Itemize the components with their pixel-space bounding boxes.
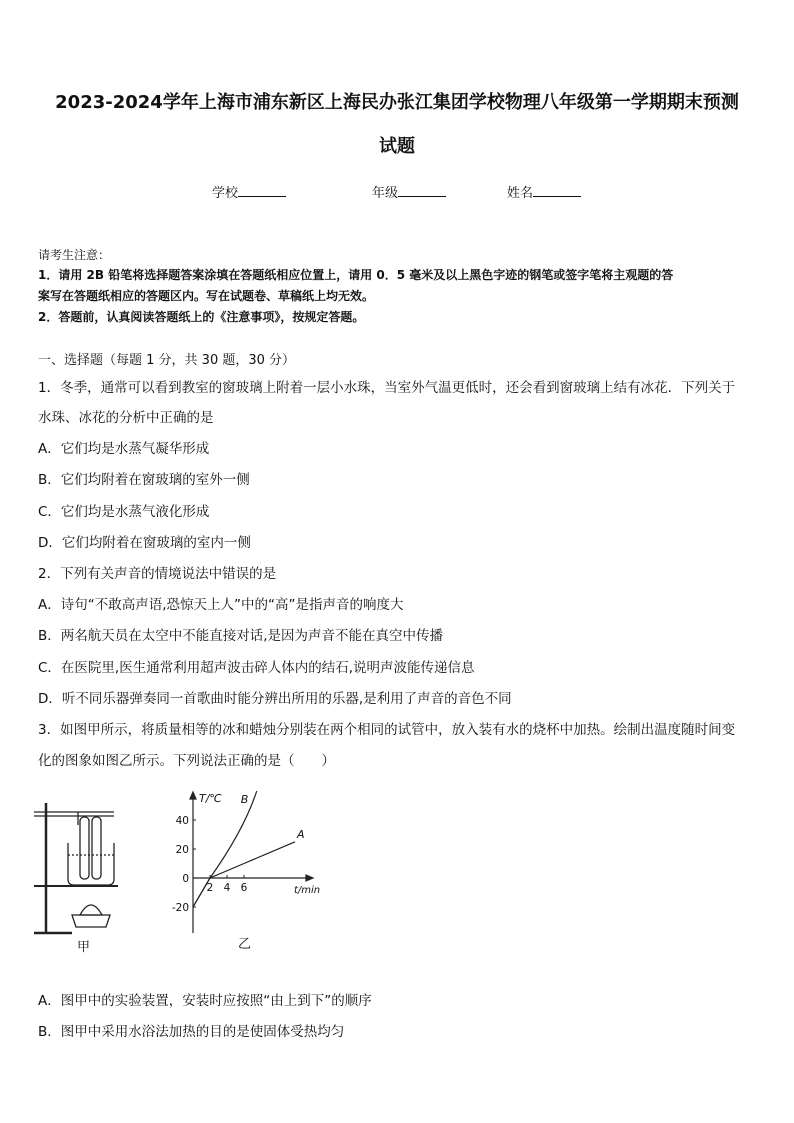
grade-blank: [398, 184, 446, 197]
test-tube-left: [80, 817, 89, 879]
x-axis-label: t/min: [294, 885, 321, 896]
series-label-A: A: [297, 827, 305, 841]
y-axis-label: T/℃: [199, 792, 222, 805]
grade-field: [372, 182, 446, 201]
q1-option-a: A．它们均是水蒸气凝华形成: [38, 441, 210, 457]
q2-option-b: B．两名航天员在太空中不能直接对话,是因为声音不能在真空中传播: [38, 628, 444, 644]
chart-temperature-time: [160, 785, 330, 955]
page-title: 2023-2024学年上海市浦东新区上海民办张江集团学校物理八年级第一学期期末预测: [55, 92, 739, 113]
series-label-B: B: [240, 793, 249, 806]
figure-apparatus: [32, 795, 132, 955]
y-tick-label: 20: [175, 844, 189, 856]
x-tick-label: 4: [223, 882, 231, 894]
q2-stem: 2．下列有关声音的情境说法中错误的是: [38, 566, 277, 582]
beaker: [68, 843, 114, 885]
q1-option-d: D．它们均附着在窗玻璃的室内一侧: [38, 535, 251, 551]
page-title-line2: 试题: [379, 136, 415, 157]
notice-heading: 请考生注意：: [38, 248, 111, 262]
q3-stem-line1: 3．如图甲所示，将质量相等的冰和蜡烛分别装在两个相同的试管中，放入装有水的烧杯中加热。绘制出温度随时间变: [38, 722, 736, 738]
y-axis-arrow: [190, 792, 196, 799]
q1-option-c: C．它们均是水蒸气液化形成: [38, 504, 210, 520]
name-field: [507, 182, 581, 201]
school-blank: [238, 184, 286, 197]
q2-option-a: A．诗句“不敢高声语,恐惊天上人”中的“高”是指声音的响度大: [38, 597, 404, 613]
grade-label: 年级: [372, 186, 399, 201]
school-label: 学校: [212, 186, 239, 201]
series-line-A: [193, 842, 295, 907]
school-field: [212, 182, 286, 201]
q3-option-b: B．图甲中采用水浴法加热的目的是使固体受热均匀: [38, 1024, 345, 1040]
burner-flame: [80, 905, 102, 915]
q3-stem-line2: 化的图象如图乙所示。下列说法正确的是（ ）: [38, 753, 335, 769]
q2-option-c: C．在医院里,医生通常利用超声波击碎人体内的结石,说明声波能传递信息: [38, 660, 475, 676]
q1-stem-line1: 1．冬季，通常可以看到教室的窗玻璃上附着一层小水珠，当室外气温更低时，还会看到窗玻璃上结有冰花．下列关于: [38, 380, 736, 396]
alcohol-burner: [72, 915, 110, 927]
name-label: 姓名: [507, 186, 534, 201]
fig-a-label: 甲: [77, 940, 91, 955]
q1-stem-line2: 水珠、冰花的分析中正确的是: [38, 410, 214, 426]
y-tick-label: -20: [171, 902, 189, 914]
y-tick-label: 0: [182, 873, 189, 885]
notice-item1-line2: 案写在答题纸相应的答题区内。写在试题卷、草稿纸上均无效。: [38, 289, 375, 303]
q3-option-a: A．图甲中的实验装置，安装时应按照“由上到下”的顺序: [38, 993, 372, 1009]
notice-item2: 2．答题前，认真阅读答题纸上的《注意事项》，按规定答题。: [38, 310, 365, 324]
q1-option-b: B．它们均附着在窗玻璃的室外一侧: [38, 472, 250, 488]
x-axis-arrow: [306, 875, 313, 881]
section-heading: 一、选择题（每题 1 分，共 30 题，30 分）: [38, 353, 296, 368]
x-tick-label: 6: [240, 882, 248, 894]
notice-item1-line1: 1．请用 2B 铅笔将选择题答案涂填在答题纸相应位置上，请用 0．5 毫米及以上黑色字迹的钢笔或签字笔将主观题的答: [38, 268, 674, 282]
name-blank: [533, 184, 581, 197]
y-tick-label: 40: [175, 815, 189, 827]
fig-b-label: 乙: [238, 937, 252, 952]
q2-option-d: D．听不同乐器弹奏同一首歌曲时能分辨出所用的乐器,是利用了声音的音色不同: [38, 691, 512, 707]
x-tick-label: 2: [206, 882, 214, 894]
test-tube-right: [92, 817, 101, 879]
